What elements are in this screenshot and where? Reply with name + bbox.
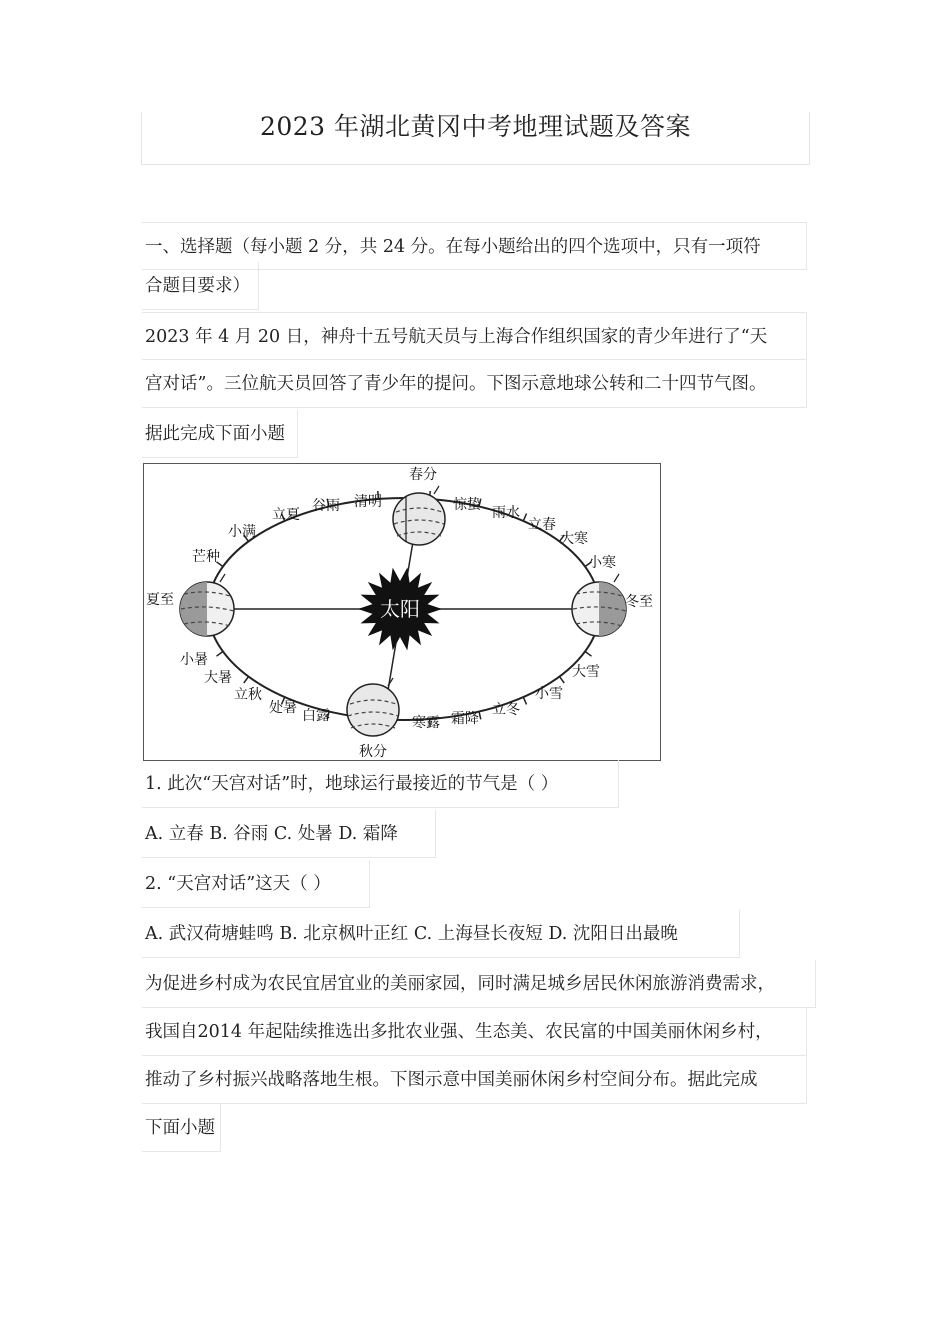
section-heading-line-1: 一、选择题（每小题 2 分，共 24 分。在每小题给出的四个选项中，只有一项符 — [142, 222, 807, 270]
term-label-dahan: 大寒 — [560, 531, 588, 547]
title-box — [141, 112, 810, 165]
term-label-daxue: 大雪 — [572, 664, 600, 680]
term-label-yushui: 雨水 — [492, 505, 520, 521]
q2-options: A. 武汉荷塘蛙鸣 B. 北京枫叶正红 C. 上海昼长夜短 D. 沈阳日出最晚 — [142, 910, 740, 958]
intro-2-line-3: 推动了乡村振兴战略落地生根。下图示意中国美丽休闲乡村空间分布。据此完成 — [142, 1056, 807, 1104]
intro-2-line-2: 我国自2014 年起陆续推选出多批农业强、生态美、农民富的中国美丽休闲乡村， — [142, 1008, 807, 1056]
orbit-tick — [479, 712, 481, 720]
intro-1-line-1: 2023 年 4 月 20 日，神舟十五号航天员与上海合作组织国家的青少年进行了“天 — [142, 312, 807, 360]
diagram-svg — [144, 464, 660, 760]
term-label-chushu: 处暑 — [269, 700, 297, 716]
term-label-dongzhi: 冬至 — [625, 594, 653, 610]
intro-1-line-2: 宫对话”。三位航天员回答了青少年的提问。下图示意地球公转和二十四节气图。 — [142, 360, 807, 408]
earth-autumn-equinox-icon — [347, 678, 399, 736]
term-label-xiaoxue: 小雪 — [535, 686, 563, 702]
earth-revolution-diagram — [143, 463, 661, 761]
term-label-lixia: 立夏 — [272, 507, 300, 523]
q1-stem: 1. 此次“天宫对话”时，地球运行最接近的节气是（ ） — [142, 760, 619, 808]
term-label-lichun: 立春 — [528, 517, 556, 533]
term-label-xiaoman: 小满 — [228, 524, 256, 540]
orbit-tick — [244, 677, 249, 683]
earth-winter-solstice-icon — [572, 574, 626, 636]
term-label-liqiu: 立秋 — [234, 687, 262, 703]
term-label-hanlu: 寒露 — [412, 715, 440, 731]
term-label-dashu: 大暑 — [204, 670, 232, 686]
term-label-qingming: 清明 — [354, 494, 382, 510]
term-label-qiufen: 秋分 — [359, 744, 387, 760]
sun-label: 太阳 — [380, 597, 420, 621]
term-label-xiazhi: 夏至 — [146, 592, 174, 608]
orbit-tick — [217, 652, 223, 657]
orbit-tick — [523, 697, 526, 704]
page-title: 2023 年湖北黄冈中考地理试题及答案 — [259, 112, 692, 141]
term-label-xiaohan: 小寒 — [588, 555, 616, 571]
term-label-bailu: 白露 — [302, 708, 330, 724]
term-label-chunfen: 春分 — [409, 467, 437, 483]
term-label-lidong: 立冬 — [492, 702, 520, 718]
term-label-guyu: 谷雨 — [312, 498, 340, 514]
term-label-mangzhong: 芒种 — [192, 549, 220, 565]
term-label-xiaoshu: 小暑 — [180, 652, 208, 668]
sun-icon — [358, 568, 442, 651]
earth-summer-solstice-icon — [180, 574, 234, 636]
orbit-tick — [585, 652, 591, 657]
intro-1-line-3: 据此完成下面小题 — [142, 410, 298, 458]
term-label-jingzhe: 惊蛰 — [453, 497, 481, 513]
intro-2-line-4: 下面小题 — [142, 1104, 221, 1152]
q1-options: A. 立春 B. 谷雨 C. 处暑 D. 霜降 — [142, 810, 436, 858]
earth-spring-equinox-icon — [393, 486, 445, 545]
section-heading-line-2: 合题目要求） — [142, 262, 259, 310]
term-label-shuangjiang: 霜降 — [451, 711, 479, 727]
orbit-tick — [523, 514, 526, 521]
orbit-tick — [560, 677, 565, 683]
intro-2-line-1: 为促进乡村成为农民宜居宜业的美丽家园，同时满足城乡居民休闲旅游消费需求， — [142, 960, 816, 1008]
q2-stem: 2. “天宫对话”这天（ ） — [142, 860, 370, 908]
